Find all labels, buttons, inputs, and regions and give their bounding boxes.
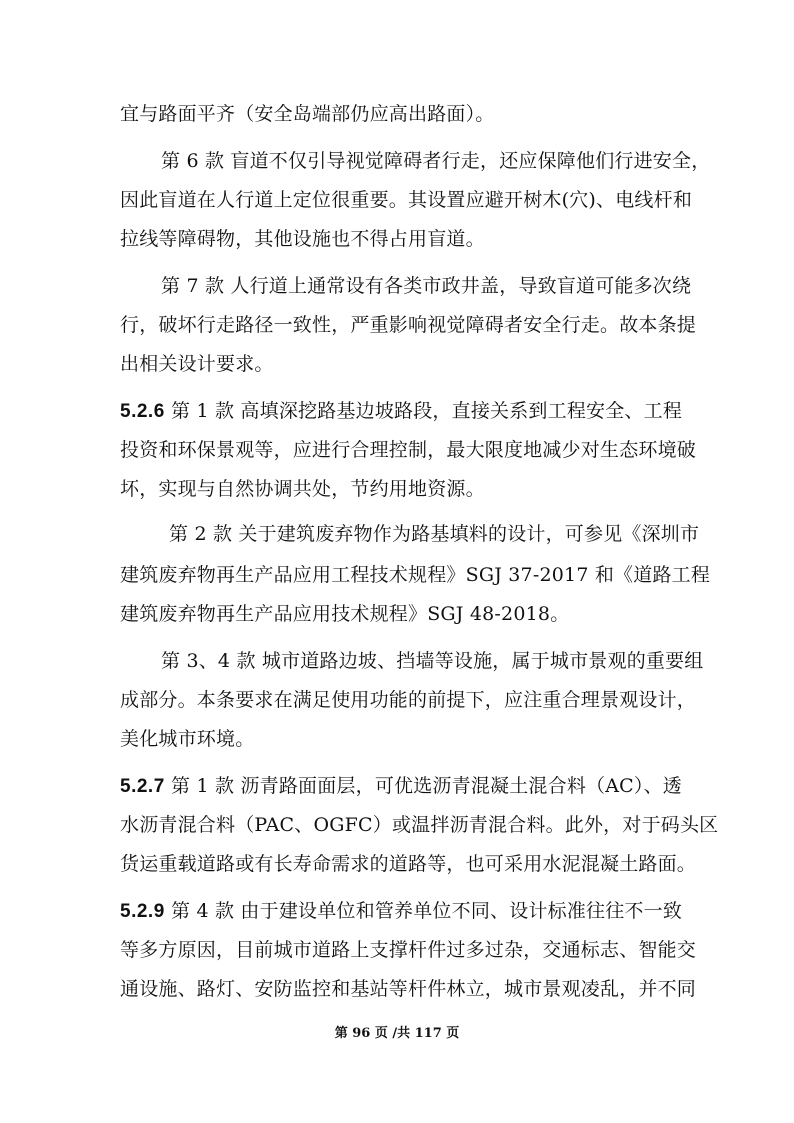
text-line: 等多方原因，目前城市道路上支撑杆件过多过杂，交通标志、智能交 (120, 939, 697, 961)
section-5-2-6-line (120, 396, 682, 426)
paragraph-clause-7: 第 7 款 人行道上通常设有各类市政井盖，导致盲道可能多次绕 (161, 275, 692, 297)
text-line: 水沥青混合料（PAC、OGFC）或温拌沥青混合料。此外，对于码头区 (120, 814, 719, 836)
paragraph-clause-3-4: 第 3、4 款 城市道路边坡、挡墙等设施，属于城市景观的重要组 (161, 650, 704, 672)
paragraph-clause-2: 第 2 款 关于建筑废弃物作为路基填料的设计，可参见《深圳市 (169, 523, 700, 545)
text-line: 成部分。本条要求在满足使用功能的前提下，应注重合理景观设计， (120, 689, 697, 711)
text-line: 因此盲道在人行道上定位很重要。其设置应避开树木(穴)、电线杆和 (120, 189, 693, 211)
page-footer: 第 96 页 /共 117 页 (334, 1026, 460, 1041)
text-line: 货运重载道路或有长寿命需求的道路等，也可采用水泥混凝土路面。 (120, 853, 697, 875)
text-line: 出相关设计要求。 (120, 353, 274, 375)
text-line: 投资和环保景观等，应进行合理控制，最大限度地减少对生态环境破 (120, 439, 697, 461)
text-line: 行，破坏行走路径一致性，严重影响视觉障碍者安全行走。故本条提 (120, 314, 697, 336)
section-number: 5.2.7 (120, 776, 165, 797)
text-line: 坏，实现与自然协调共处，节约用地资源。 (120, 478, 485, 500)
section-text: 第 1 款 沥青路面面层，可优选沥青混凝土混合料（AC）、透 (171, 775, 682, 797)
section-text: 第 1 款 高填深挖路基边坡路段，直接关系到工程安全、工程 (171, 400, 683, 422)
section-number: 5.2.9 (120, 901, 165, 922)
section-5-2-7-line (120, 771, 682, 801)
text-line: 通设施、路灯、安防监控和基站等杆件林立，城市景观凌乱，并不同 (120, 978, 697, 1000)
section-text: 第 4 款 由于建设单位和管养单位不同、设计标准往往不一致 (171, 900, 683, 922)
text-line: 美化城市环境。 (120, 728, 255, 750)
text-line: 建筑废弃物再生产品应用技术规程》SGJ 48-2018。 (120, 603, 570, 625)
text-line: 拉线等障碍物，其他设施也不得占用盲道。 (120, 228, 485, 250)
text-line: 建筑废弃物再生产品应用工程技术规程》SGJ 37-2017 和《道路工程 (120, 564, 711, 586)
text-line: 宜与路面平齐（安全岛端部仍应高出路面）。 (120, 103, 495, 125)
section-5-2-9-line (120, 896, 682, 926)
paragraph-clause-6: 第 6 款 盲道不仅引导视觉障碍者行走，还应保障他们行进安全， (161, 150, 711, 172)
section-number: 5.2.6 (120, 401, 165, 422)
